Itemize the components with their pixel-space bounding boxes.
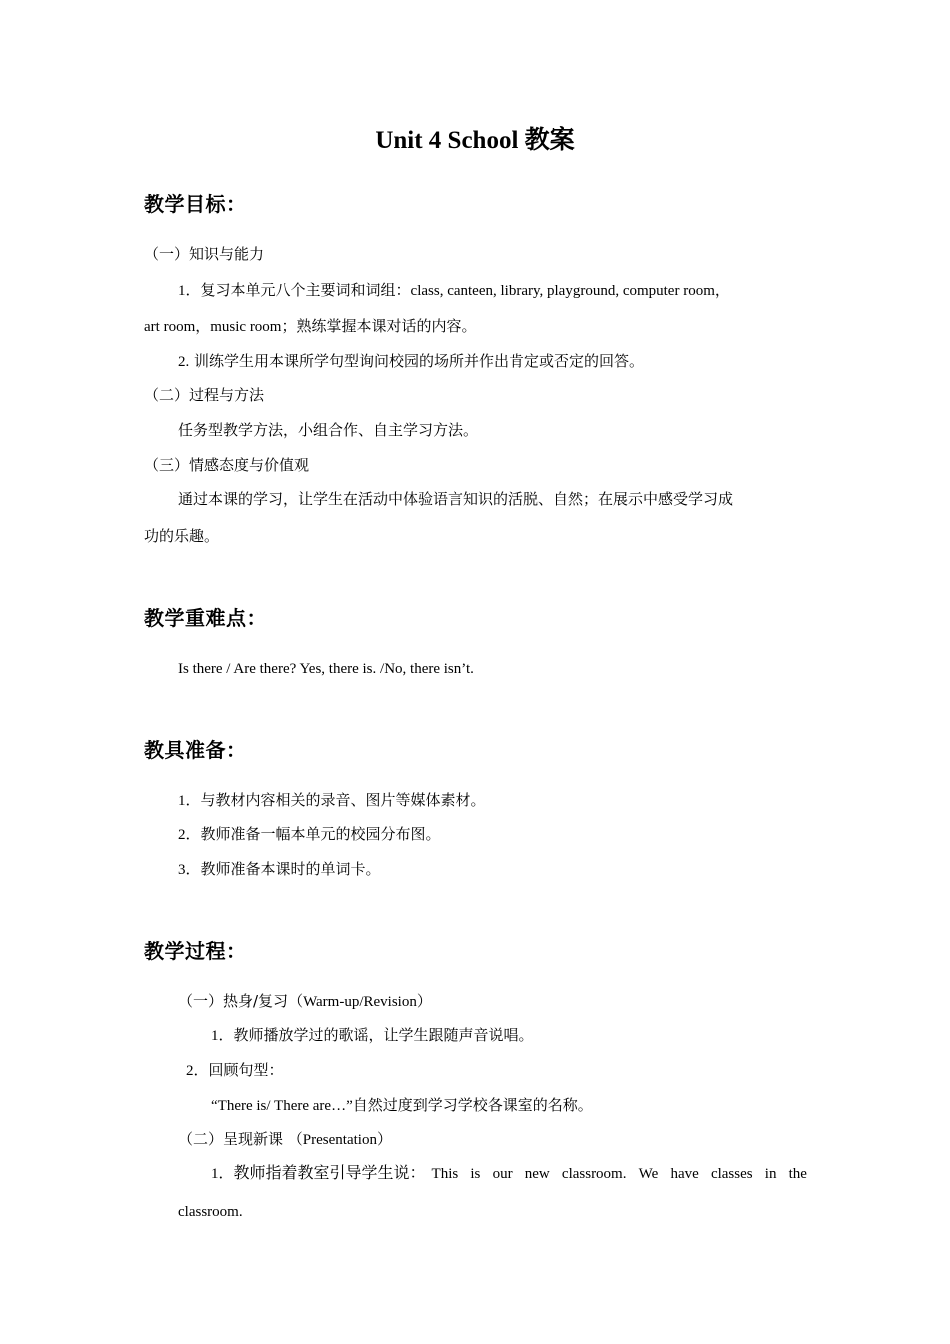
process-presentation-item1-continued: classroom. [178, 1204, 243, 1220]
process-presentation-item1 [211, 1162, 807, 1185]
item-text-cn: 熟练掌握本课对话的内容。 [296, 317, 477, 335]
word: is [470, 1166, 481, 1182]
item-number: 3． [178, 862, 201, 878]
word: We [638, 1166, 659, 1182]
heading-objectives: 教学目标： [144, 192, 247, 216]
label-cn: （二）呈现新课 [178, 1130, 284, 1148]
quote-en: “There is/ There are…” [211, 1098, 353, 1114]
word: have [670, 1166, 699, 1182]
process-warmup-item2-quote [211, 1094, 593, 1117]
word: our [492, 1166, 513, 1182]
word: in [764, 1166, 777, 1182]
item-number: 2. [178, 354, 190, 370]
item-number: 2． [186, 1063, 209, 1079]
process-warmup-item2 [186, 1059, 284, 1082]
objectives-sub2-label: （二）过程与方法 [144, 386, 265, 404]
item-text-en: art room，music room； [144, 319, 297, 335]
item-text: 教师准备一幅本单元的校园分布图。 [200, 825, 441, 843]
item-text-en: class, canteen, library, playground, computer room， [410, 283, 730, 299]
heading-key-points: 教学重难点： [144, 606, 267, 630]
item-number: 1． [211, 1166, 234, 1182]
objectives-sub2-text: 任务型教学方法，小组合作、自主学习方法。 [178, 421, 479, 439]
objectives-item1 [178, 279, 730, 302]
item-number: 1． [211, 1028, 234, 1044]
label-cn: （一）热身/复习 [178, 992, 289, 1010]
process-warmup-item1 [211, 1024, 534, 1047]
item-number: 1． [178, 283, 201, 299]
objectives-sub3-text-line1: 通过本课的学习，让学生在活动中体验语言知识的活脱、自然；在展示中感受学习成 [178, 490, 734, 508]
item-text-cn: 复习本单元八个主要词和词组： [200, 281, 411, 299]
materials-item [178, 858, 381, 881]
item-text: 回顾句型： [208, 1061, 284, 1079]
quote-cn: 自然过度到学习学校各课室的名称。 [352, 1096, 593, 1114]
heading-materials: 教具准备： [144, 738, 247, 762]
objectives-item1-continued [144, 315, 477, 338]
word: new [524, 1166, 550, 1182]
materials-item [178, 823, 441, 846]
word: classroom. [561, 1166, 627, 1182]
item-text: 与教材内容相关的录音、图片等媒体素材。 [200, 791, 486, 809]
label-en: （Presentation） [287, 1132, 392, 1148]
process-presentation-label [178, 1128, 392, 1151]
word: classes [710, 1166, 753, 1182]
label-en: （Warm-up/Revision） [288, 994, 432, 1010]
objectives-sub1-label: （一）知识与能力 [144, 245, 265, 263]
word: This [431, 1166, 459, 1182]
item-text-cn: 教师指着教室引导学生说： [233, 1163, 426, 1182]
word: the [788, 1166, 807, 1182]
item-text: 教师播放学过的歌谣，让学生跟随声音说唱。 [233, 1026, 534, 1044]
materials-item [178, 789, 486, 812]
key-points-text: Is there / Are there? Yes, there is. /No, there isn’t. [178, 661, 474, 677]
item-number: 2． [178, 827, 201, 843]
objectives-sub3-text-line2: 功的乐趣。 [144, 527, 220, 545]
item-text: 训练学生用本课所学句型询问校园的场所并作出肯定或否定的回答。 [194, 352, 645, 370]
objectives-item2 [178, 350, 644, 373]
document-title: Unit 4 School 教案 [375, 127, 575, 154]
item-text: 教师准备本课时的单词卡。 [200, 860, 381, 878]
objectives-sub3-label: （三）情感态度与价值观 [144, 456, 310, 474]
process-warmup-label [178, 990, 432, 1013]
heading-process: 教学过程： [144, 939, 247, 963]
item-number: 1． [178, 793, 201, 809]
item-text-en [432, 1163, 807, 1185]
